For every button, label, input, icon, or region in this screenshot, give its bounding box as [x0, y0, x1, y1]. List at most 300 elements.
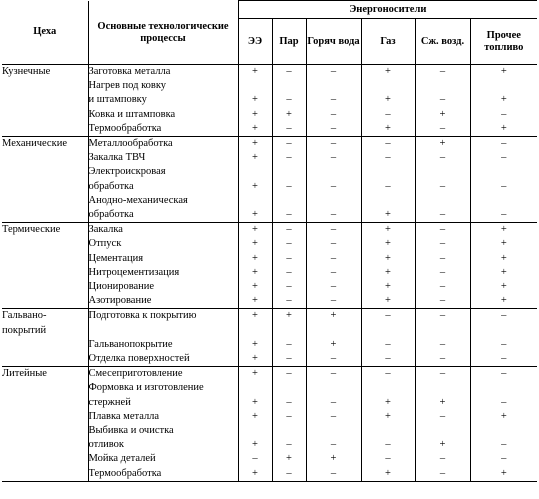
- dash-mark: –: [439, 410, 446, 422]
- mark-cell-hot-water: [306, 338, 361, 352]
- plus-mark: +: [385, 94, 391, 106]
- mark-cell-steam: [272, 266, 306, 280]
- plus-mark: +: [385, 209, 391, 221]
- process-cell: [88, 65, 238, 80]
- plus-mark: +: [286, 310, 292, 322]
- process-cell: [88, 280, 238, 294]
- plus-mark: +: [385, 252, 391, 264]
- plus-mark: +: [252, 152, 258, 164]
- mark-cell-ee: [238, 266, 272, 280]
- mark-cell-steam: [272, 294, 306, 309]
- process-cell: [88, 309, 238, 338]
- plus-mark: +: [439, 396, 446, 408]
- mark-cell-hot-water: [306, 452, 361, 466]
- process-cell: [88, 352, 238, 367]
- process-name: Подготовка к покрытию: [88, 310, 197, 322]
- plus-mark: +: [286, 108, 292, 120]
- mark-cell-gas: [361, 237, 415, 251]
- plus-mark: +: [252, 439, 258, 451]
- shop-cell: [2, 294, 88, 309]
- mark-cell-other-fuel: [470, 424, 537, 452]
- shop-name: покрытий: [2, 324, 47, 336]
- header-carrier-compressed-air: Сж. возд.: [415, 19, 470, 65]
- mark-cell-steam: [272, 108, 306, 122]
- dash-mark: –: [286, 94, 292, 106]
- mark-cell-hot-water: [306, 309, 361, 338]
- mark-cell-hot-water: [306, 223, 361, 238]
- dash-mark: –: [439, 467, 446, 479]
- header-shop: Цеха: [2, 1, 88, 65]
- mark-cell-ee: [238, 165, 272, 193]
- shop-cell: [2, 467, 88, 482]
- mark-cell-hot-water: [306, 237, 361, 251]
- plus-mark: +: [439, 138, 446, 150]
- dash-mark: –: [330, 122, 337, 134]
- process-name: Ционирование: [88, 281, 155, 293]
- process-name: Закалка: [88, 224, 123, 236]
- mark-cell-compressed-air: [415, 352, 470, 367]
- mark-cell-other-fuel: [470, 252, 537, 266]
- process-cell: [88, 367, 238, 382]
- mark-cell-gas: [361, 165, 415, 193]
- plus-mark: +: [330, 310, 337, 322]
- process-name: стержней: [88, 396, 131, 408]
- mark-cell-steam: [272, 137, 306, 152]
- mark-cell-ee: [238, 223, 272, 238]
- process-cell: [88, 410, 238, 424]
- plus-mark: +: [385, 224, 391, 236]
- mark-cell-gas: [361, 280, 415, 294]
- mark-cell-compressed-air: [415, 252, 470, 266]
- dash-mark: –: [439, 266, 446, 278]
- shop-cell: [2, 352, 88, 367]
- mark-cell-gas: [361, 266, 415, 280]
- mark-cell-ee: [238, 452, 272, 466]
- mark-cell-gas: [361, 338, 415, 352]
- process-name: и штамповку: [88, 94, 147, 106]
- dash-mark: –: [501, 396, 507, 408]
- process-name: Гальванопокрытие: [88, 338, 173, 350]
- dash-mark: –: [385, 453, 391, 465]
- dash-mark: –: [286, 439, 292, 451]
- shop-cell: [2, 165, 88, 193]
- dash-mark: –: [330, 209, 337, 221]
- mark-cell-other-fuel: [470, 381, 537, 409]
- mark-cell-gas: [361, 410, 415, 424]
- mark-cell-other-fuel: [470, 108, 537, 122]
- process-name: Металлообработка: [88, 138, 173, 150]
- shop-cell: [2, 237, 88, 251]
- plus-mark: +: [252, 252, 258, 264]
- plus-mark: +: [500, 281, 507, 293]
- mark-cell-steam: [272, 252, 306, 266]
- dash-mark: –: [385, 108, 391, 120]
- plus-mark: +: [500, 94, 507, 106]
- mark-cell-ee: [238, 280, 272, 294]
- mark-cell-other-fuel: [470, 352, 537, 367]
- mark-cell-other-fuel: [470, 410, 537, 424]
- table-row: [2, 65, 537, 80]
- dash-mark: –: [286, 295, 292, 307]
- table-row: [2, 79, 537, 107]
- shop-cell: [2, 381, 88, 409]
- mark-cell-ee: [238, 367, 272, 382]
- dash-mark: –: [439, 353, 446, 365]
- dash-mark: –: [330, 238, 337, 250]
- process-name: Отделка поверхностей: [88, 353, 190, 365]
- dash-mark: –: [501, 353, 507, 365]
- mark-cell-hot-water: [306, 65, 361, 80]
- shop-cell: [2, 367, 88, 382]
- plus-mark: +: [252, 353, 258, 365]
- mark-cell-steam: [272, 367, 306, 382]
- mark-cell-gas: [361, 309, 415, 338]
- process-cell: [88, 452, 238, 466]
- dash-mark: –: [286, 180, 292, 192]
- plus-mark: +: [500, 252, 507, 264]
- mark-cell-hot-water: [306, 79, 361, 107]
- dash-mark: –: [330, 353, 337, 365]
- energy-carriers-table: [2, 0, 537, 482]
- mark-cell-compressed-air: [415, 367, 470, 382]
- mark-cell-ee: [238, 381, 272, 409]
- plus-mark: +: [385, 410, 391, 422]
- mark-cell-gas: [361, 467, 415, 482]
- mark-cell-other-fuel: [470, 266, 537, 280]
- mark-cell-hot-water: [306, 381, 361, 409]
- mark-cell-gas: [361, 65, 415, 80]
- mark-cell-compressed-air: [415, 79, 470, 107]
- mark-cell-other-fuel: [470, 151, 537, 165]
- mark-cell-gas: [361, 223, 415, 238]
- plus-mark: +: [385, 122, 391, 134]
- plus-mark: +: [252, 295, 258, 307]
- dash-mark: –: [501, 310, 507, 322]
- table-row: [2, 266, 537, 280]
- mark-cell-compressed-air: [415, 122, 470, 137]
- dash-mark: –: [330, 410, 337, 422]
- process-cell: [88, 165, 238, 193]
- process-cell: [88, 122, 238, 137]
- mark-cell-compressed-air: [415, 338, 470, 352]
- process-name: Термообработка: [88, 122, 162, 134]
- mark-cell-ee: [238, 237, 272, 251]
- header-carrier-gas: Газ: [361, 19, 415, 65]
- process-name: Анодно-механическая: [88, 194, 188, 206]
- process-name: Нагрев под ковку: [88, 80, 167, 92]
- mark-cell-compressed-air: [415, 151, 470, 165]
- mark-cell-steam: [272, 381, 306, 409]
- plus-mark: +: [385, 66, 391, 77]
- table-row: [2, 452, 537, 466]
- table-row: [2, 424, 537, 452]
- process-cell: [88, 338, 238, 352]
- dash-mark: –: [286, 338, 292, 350]
- mark-cell-other-fuel: [470, 165, 537, 193]
- process-cell: [88, 137, 238, 152]
- process-name: Ковка и штамповка: [88, 108, 176, 120]
- shop-cell: [2, 280, 88, 294]
- dash-mark: –: [330, 180, 337, 192]
- shop-cell: [2, 338, 88, 352]
- shop-cell: [2, 266, 88, 280]
- shop-name: Литейные: [2, 368, 47, 380]
- plus-mark: +: [252, 281, 258, 293]
- mark-cell-steam: [272, 165, 306, 193]
- header-process: Основные технологические процессы: [88, 1, 238, 65]
- mark-cell-compressed-air: [415, 165, 470, 193]
- plus-mark: +: [252, 338, 258, 350]
- mark-cell-ee: [238, 79, 272, 107]
- shop-cell: [2, 194, 88, 223]
- mark-cell-ee: [238, 309, 272, 338]
- mark-cell-gas: [361, 424, 415, 452]
- dash-mark: –: [330, 224, 337, 236]
- plus-mark: +: [439, 108, 446, 120]
- plus-mark: +: [385, 396, 391, 408]
- mark-cell-gas: [361, 137, 415, 152]
- dash-mark: –: [330, 439, 337, 451]
- process-name: Нитроцементизация: [88, 266, 180, 278]
- shop-cell: [2, 252, 88, 266]
- dash-mark: –: [439, 453, 446, 465]
- plus-mark: +: [252, 467, 258, 479]
- mark-cell-steam: [272, 338, 306, 352]
- plus-mark: +: [439, 439, 446, 451]
- table-body: [2, 65, 537, 482]
- plus-mark: +: [385, 281, 391, 293]
- mark-cell-other-fuel: [470, 280, 537, 294]
- mark-cell-hot-water: [306, 266, 361, 280]
- dash-mark: –: [439, 94, 446, 106]
- dash-mark: –: [286, 152, 292, 164]
- dash-mark: –: [286, 353, 292, 365]
- mark-cell-gas: [361, 294, 415, 309]
- plus-mark: +: [330, 338, 337, 350]
- shop-cell: [2, 309, 88, 338]
- process-cell: [88, 252, 238, 266]
- table-row: [2, 352, 537, 367]
- shop-name: Термические: [2, 224, 61, 236]
- mark-cell-other-fuel: [470, 223, 537, 238]
- dash-mark: –: [330, 66, 337, 77]
- dash-mark: –: [385, 439, 391, 451]
- dash-mark: –: [439, 281, 446, 293]
- table-row: [2, 237, 537, 251]
- process-cell: [88, 223, 238, 238]
- shop-cell: [2, 151, 88, 165]
- dash-mark: –: [330, 467, 337, 479]
- mark-cell-gas: [361, 367, 415, 382]
- plus-mark: +: [252, 224, 258, 236]
- table-row: [2, 252, 537, 266]
- plus-mark: +: [385, 266, 391, 278]
- mark-cell-compressed-air: [415, 65, 470, 80]
- dash-mark: –: [286, 396, 292, 408]
- dash-mark: –: [439, 252, 446, 264]
- dash-mark: –: [501, 439, 507, 451]
- mark-cell-other-fuel: [470, 467, 537, 482]
- process-cell: [88, 194, 238, 223]
- dash-mark: –: [501, 368, 507, 380]
- mark-cell-steam: [272, 194, 306, 223]
- mark-cell-steam: [272, 280, 306, 294]
- mark-cell-compressed-air: [415, 381, 470, 409]
- process-name: Отпуск: [88, 238, 122, 250]
- mark-cell-gas: [361, 151, 415, 165]
- process-name: Цементация: [88, 252, 144, 264]
- dash-mark: –: [286, 467, 292, 479]
- mark-cell-hot-water: [306, 352, 361, 367]
- mark-cell-compressed-air: [415, 137, 470, 152]
- dash-mark: –: [385, 180, 391, 192]
- shop-cell: [2, 108, 88, 122]
- mark-cell-ee: [238, 137, 272, 152]
- mark-cell-ee: [238, 65, 272, 80]
- dash-mark: –: [501, 209, 507, 221]
- mark-cell-steam: [272, 122, 306, 137]
- table-row: [2, 194, 537, 223]
- plus-mark: +: [252, 310, 258, 322]
- dash-mark: –: [439, 66, 446, 77]
- table-row: [2, 122, 537, 137]
- table-row: [2, 165, 537, 193]
- process-cell: [88, 294, 238, 309]
- dash-mark: –: [439, 122, 446, 134]
- mark-cell-compressed-air: [415, 108, 470, 122]
- plus-mark: +: [252, 209, 258, 221]
- dash-mark: –: [330, 108, 337, 120]
- process-cell: [88, 151, 238, 165]
- process-cell: [88, 424, 238, 452]
- mark-cell-gas: [361, 108, 415, 122]
- dash-mark: –: [330, 281, 337, 293]
- mark-cell-compressed-air: [415, 266, 470, 280]
- dash-mark: –: [286, 238, 292, 250]
- shop-cell: [2, 79, 88, 107]
- shop-name: Механические: [2, 138, 67, 150]
- mark-cell-other-fuel: [470, 338, 537, 352]
- mark-cell-gas: [361, 452, 415, 466]
- energy-carriers-table-sheet: [2, 0, 537, 497]
- mark-cell-hot-water: [306, 280, 361, 294]
- dash-mark: –: [286, 66, 292, 77]
- plus-mark: +: [252, 266, 258, 278]
- mark-cell-steam: [272, 79, 306, 107]
- dash-mark: –: [385, 138, 391, 150]
- dash-mark: –: [286, 281, 292, 293]
- mark-cell-ee: [238, 467, 272, 482]
- header-carrier-hot-water: Горяч вода: [306, 19, 361, 65]
- plus-mark: +: [500, 224, 507, 236]
- plus-mark: +: [286, 453, 292, 465]
- mark-cell-steam: [272, 424, 306, 452]
- table-row: [2, 381, 537, 409]
- mark-cell-gas: [361, 194, 415, 223]
- plus-mark: +: [252, 122, 258, 134]
- mark-cell-compressed-air: [415, 410, 470, 424]
- table-row: [2, 367, 537, 382]
- mark-cell-other-fuel: [470, 79, 537, 107]
- plus-mark: +: [385, 467, 391, 479]
- dash-mark: –: [439, 295, 446, 307]
- mark-cell-other-fuel: [470, 137, 537, 152]
- mark-cell-hot-water: [306, 410, 361, 424]
- plus-mark: +: [252, 138, 258, 150]
- plus-mark: +: [500, 410, 507, 422]
- plus-mark: +: [500, 238, 507, 250]
- plus-mark: +: [500, 295, 507, 307]
- header-carrier-ee: ЭЭ: [238, 19, 272, 65]
- shop-cell: [2, 410, 88, 424]
- dash-mark: –: [286, 368, 292, 380]
- plus-mark: +: [252, 66, 258, 77]
- plus-mark: +: [252, 396, 258, 408]
- shop-cell: [2, 223, 88, 238]
- plus-mark: +: [500, 266, 507, 278]
- mark-cell-steam: [272, 467, 306, 482]
- mark-cell-gas: [361, 79, 415, 107]
- mark-cell-hot-water: [306, 137, 361, 152]
- mark-cell-ee: [238, 410, 272, 424]
- mark-cell-compressed-air: [415, 424, 470, 452]
- mark-cell-steam: [272, 452, 306, 466]
- plus-mark: +: [252, 410, 258, 422]
- mark-cell-other-fuel: [470, 294, 537, 309]
- dash-mark: –: [286, 252, 292, 264]
- process-name: отливок: [88, 439, 125, 451]
- table-row: [2, 280, 537, 294]
- mark-cell-ee: [238, 338, 272, 352]
- mark-cell-ee: [238, 194, 272, 223]
- plus-mark: +: [330, 453, 337, 465]
- table-row: [2, 294, 537, 309]
- dash-mark: –: [439, 209, 446, 221]
- dash-mark: –: [385, 338, 391, 350]
- dash-mark: –: [439, 368, 446, 380]
- dash-mark: –: [330, 396, 337, 408]
- mark-cell-compressed-air: [415, 452, 470, 466]
- dash-mark: –: [501, 138, 507, 150]
- dash-mark: –: [501, 108, 507, 120]
- table-row: [2, 467, 537, 482]
- mark-cell-steam: [272, 237, 306, 251]
- dash-mark: –: [385, 152, 391, 164]
- table-row: [2, 410, 537, 424]
- header-energy-carriers: Энергоносители: [238, 1, 537, 19]
- table-row: [2, 108, 537, 122]
- header-carrier-steam: Пар: [272, 19, 306, 65]
- shop-cell: [2, 424, 88, 452]
- process-name: обработка: [88, 180, 134, 192]
- mark-cell-hot-water: [306, 252, 361, 266]
- plus-mark: +: [252, 238, 258, 250]
- dash-mark: –: [501, 453, 507, 465]
- mark-cell-other-fuel: [470, 237, 537, 251]
- process-name: Выбивка и очистка: [88, 425, 174, 437]
- mark-cell-ee: [238, 151, 272, 165]
- dash-mark: –: [439, 310, 446, 322]
- table-row: [2, 338, 537, 352]
- mark-cell-hot-water: [306, 194, 361, 223]
- dash-mark: –: [286, 410, 292, 422]
- dash-mark: –: [330, 152, 337, 164]
- header-carrier-other-fuel: Прочее топливо: [470, 19, 537, 65]
- dash-mark: –: [286, 224, 292, 236]
- shop-cell: [2, 122, 88, 137]
- mark-cell-compressed-air: [415, 223, 470, 238]
- dash-mark: –: [501, 180, 507, 192]
